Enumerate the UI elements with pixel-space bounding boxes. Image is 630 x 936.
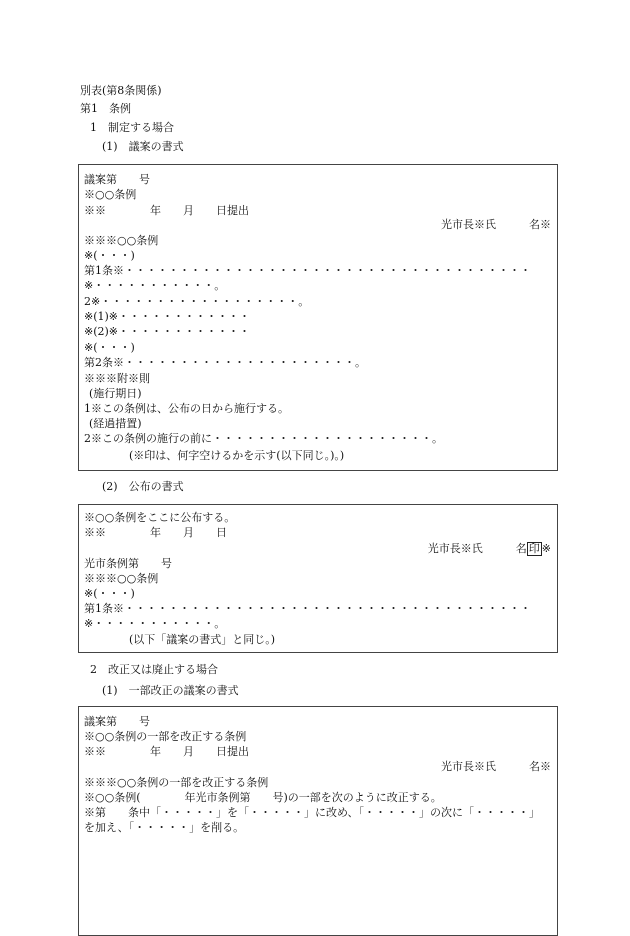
amendment-article: ※第 条中「・・・・・」を「・・・・・」に改め、「・・・・・」の次に「・・・・・」 [84,806,541,819]
amendment-statement: ※○○条例( 年光市条例第 号)の一部を次のように改正する。 [84,791,442,804]
submission-date: ※※ 年 月 日提出 [84,745,249,758]
article-1-cont: ※・・・・・・・・・・・。 [84,279,226,292]
subsection-amendment: 2 改正又は廃止する場合 [90,663,218,676]
item-1: ※(1)※・・・・・・・・・・・・ [84,310,251,323]
article-1: 第1条※・・・・・・・・・・・・・・・・・・・・・・・・・・・・・・・・・・・・・ [84,602,531,615]
section-ordinance: 第1 条例 [80,102,131,115]
same-as-note: (以下「議案の書式」と同じ。) [129,633,276,646]
ordinance-title: ※○○条例 [84,188,137,201]
article-2-caption: ※(・・・) [84,341,135,354]
appendix-title: 別表(第8条関係) [80,84,162,97]
bill-format-box [78,164,558,471]
mayor-name: 光市長※氏 名※ [441,218,551,231]
note-text: (※印は、何字空けるかを示す(以下同じ。)。) [129,449,345,462]
amendment-format-box [78,706,558,936]
amendment-heading: ※※※○○条例の一部を改正する条例 [84,776,269,789]
promulgation-date: ※※ 年 月 日 [84,526,227,539]
ordinance-heading: ※※※○○条例 [84,234,159,247]
ordinance-heading: ※※※○○条例 [84,572,159,585]
item-2: ※(2)※・・・・・・・・・・・・ [84,325,251,338]
city-ordinance-number: 光市条例第 号 [84,557,172,570]
item-promulgation-format: (2) 公布の書式 [102,480,184,493]
ordinance-title: ※○○条例の一部を改正する条例 [84,730,247,743]
article-1-cont: ※・・・・・・・・・・・。 [84,617,226,630]
bill-number: 議案第 号 [84,173,150,186]
supplementary-provisions: ※※※附※則 [84,372,150,385]
submission-date: ※※ 年 月 日提出 [84,204,249,217]
bill-number: 議案第 号 [84,715,150,728]
mayor-name-text: 光市長※氏 名 [427,542,527,555]
promulgation-format-box [78,504,558,653]
amendment-article-cont: を加え、「・・・・・」を削る。 [84,821,245,834]
seal-mark: 印 [528,542,540,555]
article-caption: ※(・・・) [84,587,135,600]
transitional-caption: (経過措置) [89,417,142,430]
effective-date-text: 1※この条例は、公布の日から施行する。 [84,402,289,415]
effective-date-caption: (施行期日) [89,387,142,400]
spacing-mark: ※ [541,542,551,555]
article-caption: ※(・・・) [84,249,135,262]
mayor-name-sealed [428,542,551,556]
promulgation-statement: ※○○条例をここに公布する。 [84,511,236,524]
mayor-name: 光市長※氏 名※ [441,760,551,773]
article-1: 第1条※・・・・・・・・・・・・・・・・・・・・・・・・・・・・・・・・・・・・・ [84,264,531,277]
article-2: 第2条※・・・・・・・・・・・・・・・・・・・・・。 [84,356,366,369]
item-partial-amendment: (1) 一部改正の議案の書式 [102,684,239,697]
paragraph-2: 2※・・・・・・・・・・・・・・・・・・。 [84,295,310,308]
transitional-text: 2※この条例の施行の前に・・・・・・・・・・・・・・・・・・・・。 [84,432,443,445]
item-bill-format: (1) 議案の書式 [102,140,184,153]
subsection-enactment: 1 制定する場合 [90,121,174,134]
